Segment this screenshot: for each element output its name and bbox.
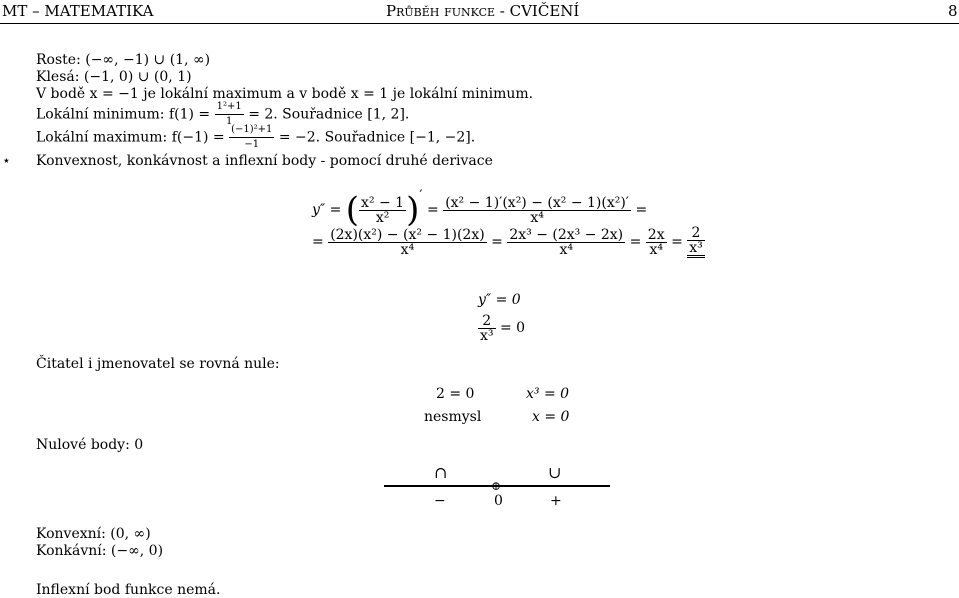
denominator-equation: x³ = 0 (526, 386, 570, 402)
eq-2: = (635, 202, 648, 218)
left-paren: ( (345, 190, 360, 230)
zero-frac-num: 2 (482, 312, 492, 329)
simplified-den: x⁴ (507, 242, 625, 257)
second-derivative-lhs: y″ = (312, 202, 342, 218)
local-min-num: 1²+1 (216, 101, 242, 112)
quotient-rule-num: (x² − 1)′(x²) − (x² − 1)(x²)′ (445, 194, 629, 211)
zero-frac-den: x³ (480, 327, 494, 344)
convex-cup-icon: ∪ (548, 463, 562, 482)
local-max-den: −1 (229, 137, 274, 152)
zero-equation: y″ = 0 (478, 292, 521, 308)
zero-points: Nulové body: 0 (36, 437, 144, 453)
local-max-num: (−1)²+1 (231, 124, 273, 135)
zero-fraction (478, 314, 496, 343)
denominator-result: x = 0 (532, 409, 570, 425)
numerator-equation: 2 = 0 (436, 386, 475, 402)
circled-plus-icon: ⊕ (491, 479, 502, 493)
expanded-num: (2x)(x²) − (x² − 1)(2x) (330, 226, 485, 243)
quotient-rule-den: x⁴ (443, 210, 631, 225)
local-min-suffix: = 2. Souřadnice [1, 2]. (248, 106, 410, 123)
derivation-line-2 (312, 222, 705, 262)
result-num: 2 (691, 225, 701, 241)
simplified-num: 2x³ − (2x³ − 2x) (509, 226, 624, 243)
numerator-result: nesmysl (424, 409, 482, 425)
local-min-prefix: Lokální minimum: f(1) = (36, 106, 211, 123)
eq-3: = (312, 234, 324, 250)
zero-fraction-equation (478, 312, 525, 344)
inflection-note: Inflexní bod funkce nemá. (36, 582, 221, 598)
header-rule (0, 23, 959, 24)
reduced-num: 2x (647, 226, 665, 243)
result-fraction (687, 226, 705, 258)
local-max-prefix: Lokální maximum: f(−1) = (36, 129, 225, 146)
header-left: MT – MATEMATIKA (2, 2, 154, 20)
local-maximum-line (36, 123, 475, 152)
result-den: x³ (689, 240, 703, 256)
section-star-icon: ⋆ (2, 153, 11, 169)
inner-den: x² (359, 210, 406, 225)
local-max-fraction (229, 123, 274, 152)
extrema-note: V bodě x = −1 je lokální maximum a v bodě x = 1 je lokální minimum. (36, 86, 534, 102)
header-title: Průběh funkce - CVIČENÍ (386, 2, 580, 20)
section-title: Konvexnost, konkávnost a inflexní body - pomocí druhé derivace (36, 153, 493, 169)
reduced-den: x⁴ (646, 242, 667, 257)
inner-fraction (359, 196, 406, 225)
num-den-label: Čitatel i jmenovatel se rovná nule: (36, 356, 280, 372)
simplified-fraction (507, 228, 625, 257)
concave-cap-icon: ∩ (434, 463, 448, 482)
increasing-intervals: Roste: (−∞, −1) ∪ (1, ∞) (36, 52, 211, 68)
convex-interval: Konvexní: (0, ∞) (36, 526, 151, 542)
sign-chart-point: 0 (494, 493, 503, 509)
eq-5: = (629, 234, 642, 250)
expanded-fraction (328, 228, 487, 257)
local-max-suffix: = −2. Souřadnice [−1, −2]. (278, 129, 476, 146)
decreasing-intervals: Klesá: (−1, 0) ∪ (0, 1) (36, 69, 192, 85)
eq-1: = (427, 202, 439, 218)
quotient-rule-fraction (443, 196, 631, 225)
eq-6: = (671, 234, 683, 250)
negative-sign: − (434, 493, 446, 509)
concave-interval: Konkávní: (−∞, 0) (36, 543, 164, 559)
eq-4: = (491, 234, 503, 250)
right-paren: ) (406, 190, 420, 230)
reduced-fraction (646, 228, 667, 257)
inner-num: x² − 1 (361, 194, 405, 211)
positive-sign: + (550, 493, 562, 509)
prime-mark: ′ (419, 188, 423, 204)
zero-frac-eq: = 0 (499, 320, 526, 336)
page-number: 8 (948, 2, 958, 20)
expanded-den: x⁴ (328, 242, 487, 257)
local-min-den: 1 (215, 114, 244, 129)
